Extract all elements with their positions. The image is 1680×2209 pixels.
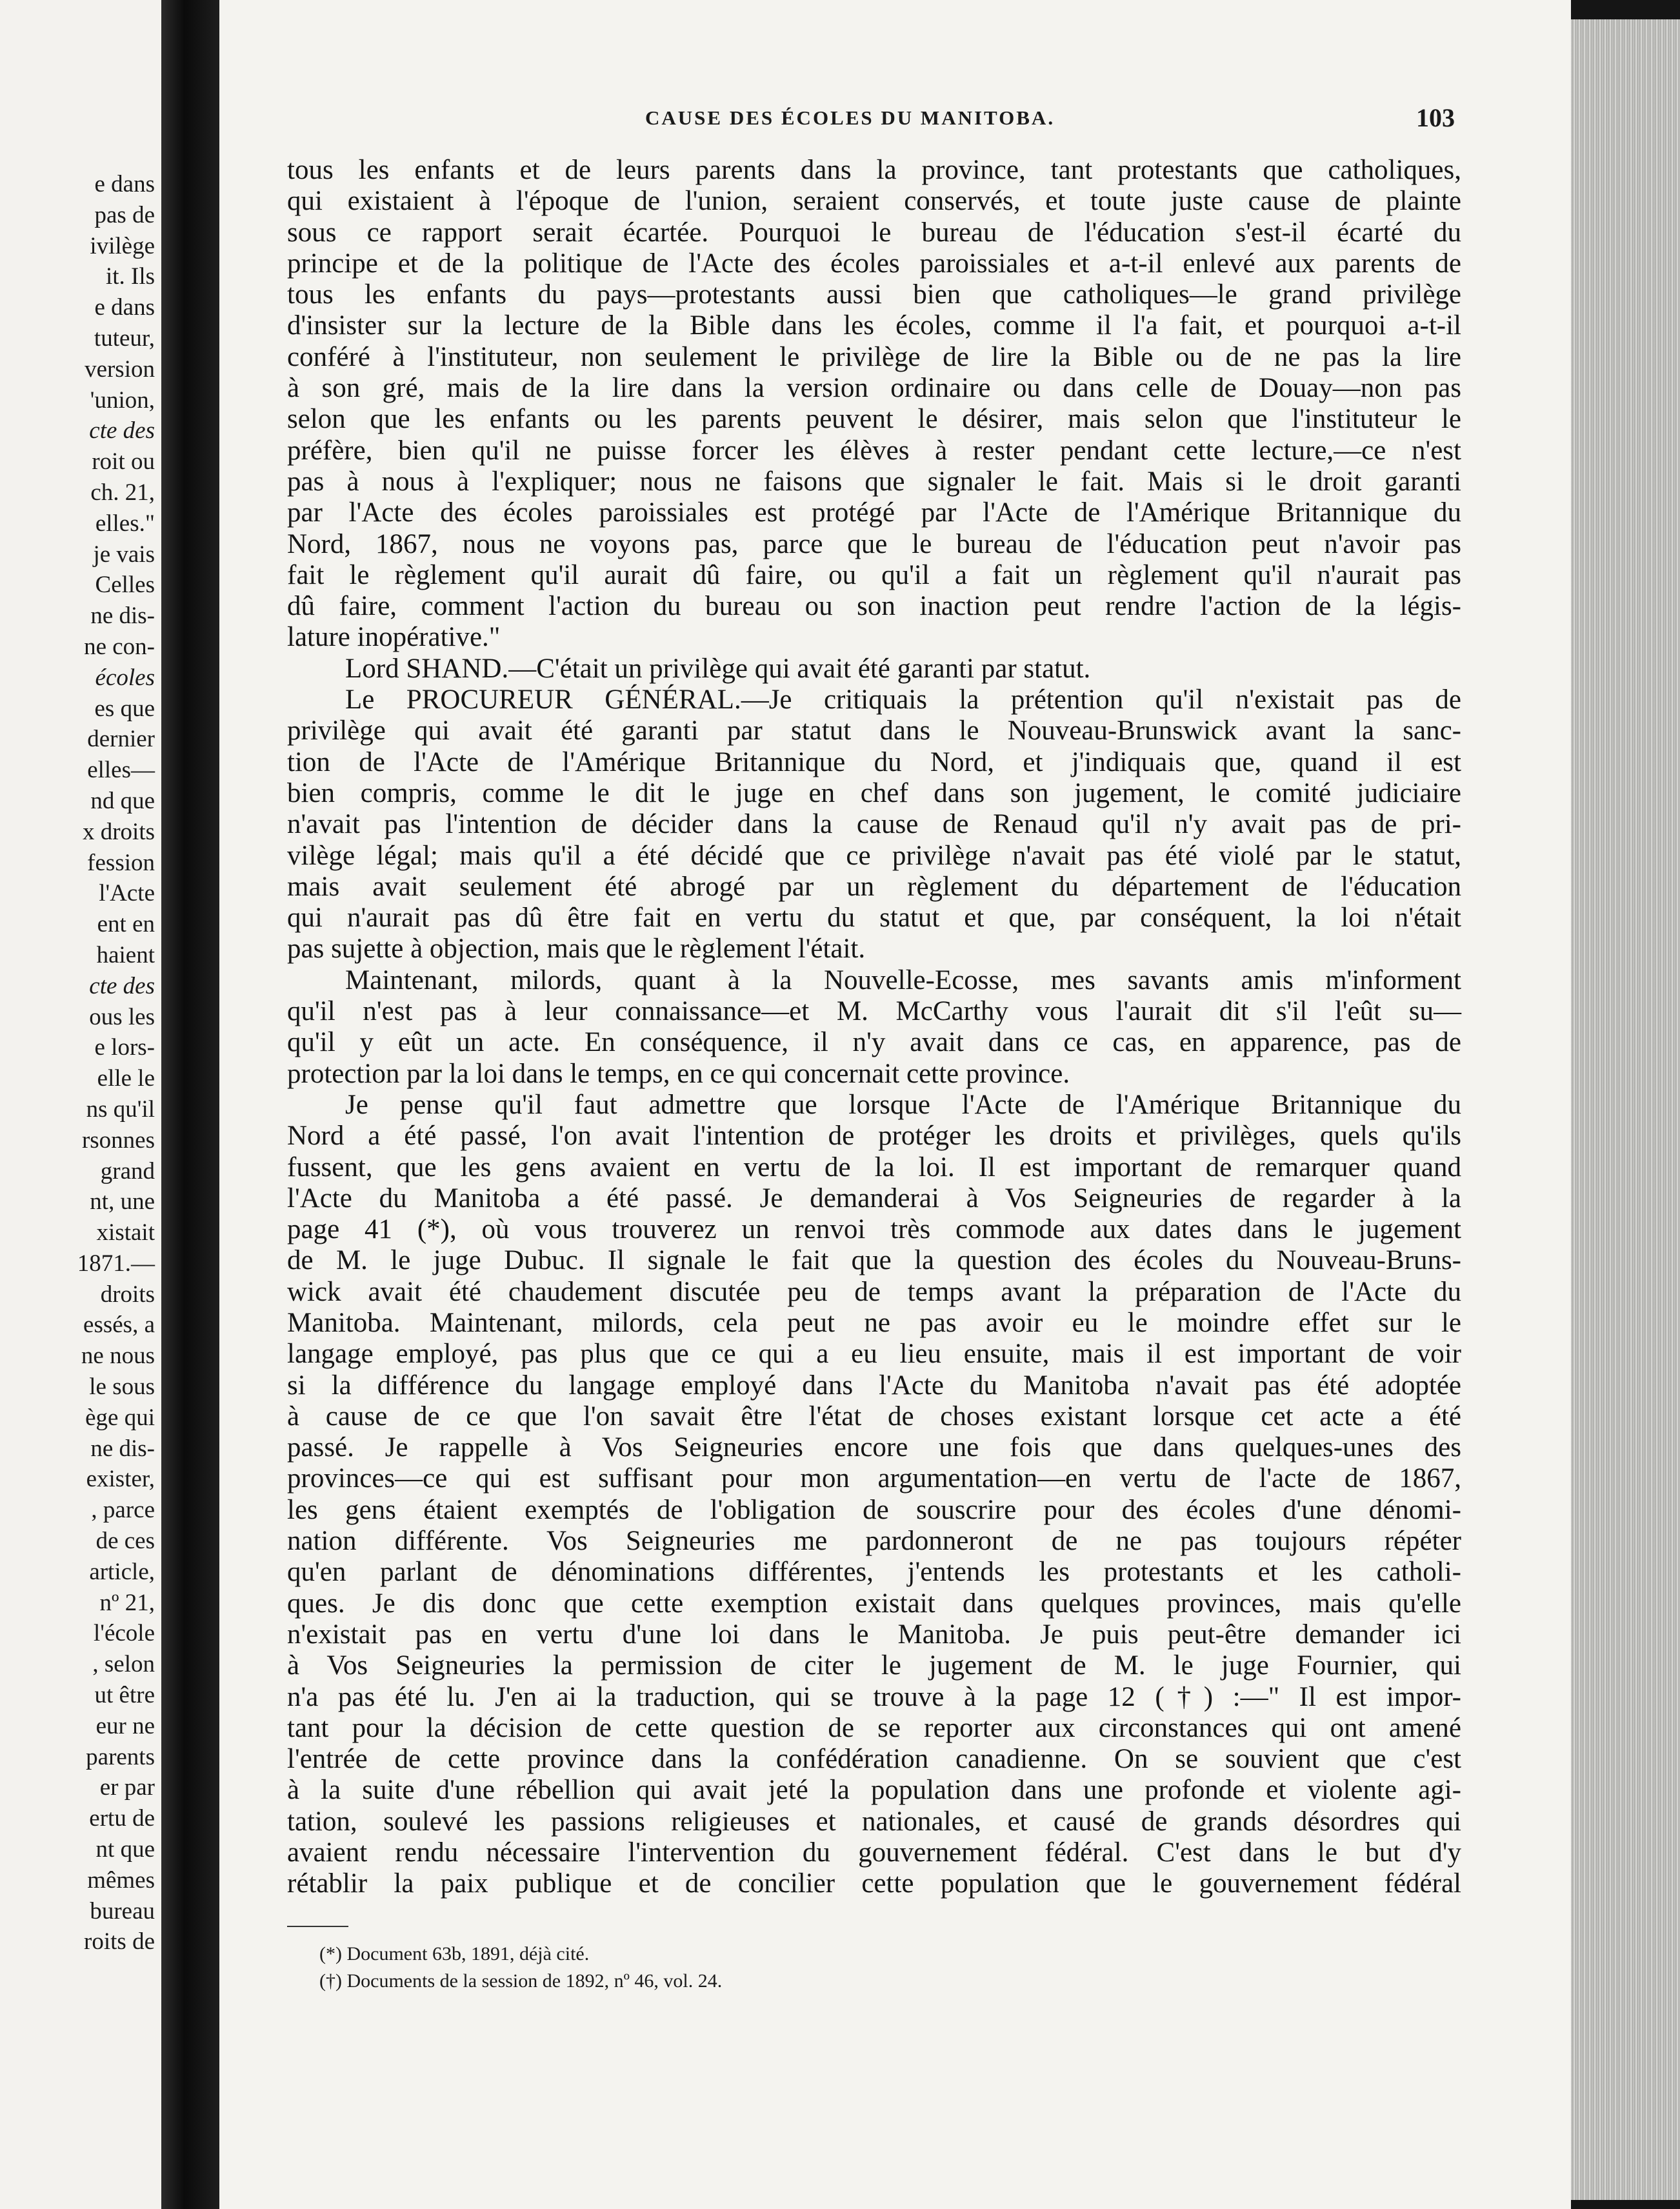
left-page-line: de ces — [95, 1528, 155, 1555]
left-page-line: ège qui — [85, 1404, 155, 1431]
text-line: si la différence du langage employé dans l'Acte du Manitoba n'avait pas été adoptée — [287, 1370, 1461, 1401]
left-page-line: ne dis- — [90, 603, 155, 630]
text-line: l'Acte du Manitoba a été passé. Je demanderai à Vos Seigneuries de regarder à la — [287, 1183, 1461, 1214]
left-page-line: haient — [96, 941, 155, 968]
text-line: Manitoba. Maintenant, milords, cela peut ne pas avoir eu le moindre effet sur le — [287, 1307, 1461, 1338]
text-line: tation, soulevé les passions religieuses et nationales, et causé de grands désordres qui — [287, 1806, 1461, 1837]
book-gutter — [161, 0, 219, 2209]
left-page-line: x droits — [82, 818, 155, 845]
text-line: n'existait pas en vertu d'une loi dans le Manitoba. Je puis peut-être demander ici — [287, 1619, 1461, 1650]
text-line: selon que les enfants ou les parents peuvent le désirer, mais selon que l'instituteur le — [287, 404, 1461, 435]
text-line: ques. Je dis donc que cette exemption existait dans quelques provinces, mais qu'elle — [287, 1588, 1461, 1619]
text-line: les gens étaient exemptés de l'obligation de souscrire pour des écoles d'une dénomi- — [287, 1494, 1461, 1525]
text-line: fussent, que les gens avaient en vertu de la loi. Il est important de remarquer quand — [287, 1152, 1461, 1183]
text-line: à la suite d'une rébellion qui avait jeté la population dans une profonde et violente agi- — [287, 1775, 1461, 1806]
left-page-line: grand — [100, 1157, 155, 1184]
left-page-line: , selon — [92, 1651, 155, 1678]
text-line: tion de l'Acte de l'Amérique Britannique du Nord, et j'indiquais que, quand il est — [287, 746, 1461, 777]
left-page-fragment — [0, 0, 161, 2209]
left-page-line: droits — [100, 1281, 155, 1308]
text-line: principe et de la politique de l'Acte des écoles paroissiales et a-t-il enlevé aux parents de — [287, 248, 1461, 279]
body-text — [287, 155, 1461, 1900]
text-line: fait le règlement qu'il aurait dû faire, ou qu'il a fait un règlement qu'il n'aurait pas — [287, 559, 1461, 590]
text-line: provinces—ce qui est suffisant pour mon argumentation—en vertu de l'acte de 1867, — [287, 1463, 1461, 1494]
left-page-line: nt, une — [90, 1188, 155, 1215]
footnote: (*) Document 63b, 1891, déjà cité. — [319, 1943, 590, 1964]
text-line: conféré à l'instituteur, non seulement le privilège de lire la Bible ou de ne pas la lire — [287, 341, 1461, 372]
text-line: langage employé, pas plus que ce qui a eu lieu ensuite, mais il est important de voir — [287, 1339, 1461, 1370]
page-edges — [1571, 19, 1680, 2200]
text-line: qu'en parlant de dénominations différentes, j'entends les protestants et les catholi- — [287, 1557, 1461, 1588]
left-page-line: le sous — [89, 1374, 155, 1401]
text-line: à son gré, mais de la lire dans la version ordinaire ou dans celle de Douay—non pas — [287, 373, 1461, 404]
text-line: à Vos Seigneuries la permission de citer le jugement de M. le juge Fournier, qui — [287, 1650, 1461, 1681]
text-line: qu'il y eût un acte. En conséquence, il n'y avait dans ce cas, en apparence, pas de — [287, 1027, 1461, 1058]
left-page-line: nd que — [90, 787, 155, 814]
text-line: de M. le juge Dubuc. Il signale le fait que la question des écoles du Nouveau-Bruns- — [287, 1245, 1461, 1276]
text-line: dû faire, comment l'action du bureau ou son inaction peut rendre l'action de la légis- — [287, 591, 1461, 622]
text-line: wick avait été chaudement discutée peu de temps avant la préparation de l'Acte du — [287, 1276, 1461, 1307]
text-line: Nord, 1867, nous ne voyons pas, parce que le bureau de l'éducation peut n'avoir pas — [287, 528, 1461, 559]
text-line: pas sujette à objection, mais que le règlement l'était. — [287, 934, 866, 965]
left-page-line: ne con- — [84, 633, 155, 660]
left-page-line: ous les — [89, 1003, 155, 1030]
left-page-line: ne nous — [81, 1343, 155, 1370]
left-page-line: 'union, — [90, 386, 155, 414]
text-line: Lord SHAND.—C'était un privilège qui avait été garanti par statut. — [345, 653, 1091, 684]
left-page-line: elles." — [95, 510, 155, 537]
left-page-line: dernier — [87, 726, 155, 753]
text-line: par l'Acte des écoles paroissiales est protégé par l'Acte de l'Amérique Britannique du — [287, 497, 1461, 528]
text-line: tous les enfants du pays—protestants aussi bien que catholiques—le grand privilège — [287, 279, 1461, 310]
left-page-line: ns qu'il — [86, 1095, 155, 1123]
left-page-line: article, — [89, 1558, 155, 1585]
text-line: tant pour la décision de cette question de se reporter aux circonstances qui ont amené — [287, 1712, 1461, 1743]
text-line: Je pense qu'il faut admettre que lorsque l'Acte de l'Amérique Britannique du — [345, 1089, 1461, 1120]
text-line: qui n'aurait pas dû être fait en vertu du statut et que, par conséquent, la loi n'était — [287, 903, 1461, 934]
text-line: pas à nous à l'expliquer; nous ne faisons que signaler le fait. Mais si le droit garanti — [287, 466, 1461, 497]
left-page-line: eur ne — [95, 1712, 155, 1739]
left-page-line: elles— — [87, 757, 155, 784]
left-page-line: ent en — [97, 911, 155, 938]
left-page-line: essés, a — [83, 1312, 155, 1339]
left-page-line: bureau — [90, 1897, 155, 1924]
left-page-line: mêmes — [87, 1866, 155, 1894]
left-page-text — [77, 169, 155, 1957]
left-page-line: pas de — [94, 201, 155, 228]
text-line: qu'il n'est pas à leur connaissance—et M. McCarthy vous l'aurait dit s'il l'eût su— — [287, 996, 1461, 1027]
left-page-line: exister, — [86, 1466, 155, 1493]
text-line: protection par la loi dans le temps, en ce qui concernait cette province. — [287, 1058, 1070, 1089]
left-page-line: cte des — [89, 972, 155, 999]
text-line: nation différente. Vos Seigneuries me pardonneront de ne pas toujours répéter — [287, 1526, 1461, 1557]
text-line: d'insister sur la lecture de la Bible dans les écoles, comme il l'a fait, et pourquoi a-t-il — [287, 310, 1461, 341]
text-line: mais avait seulement été abrogé par un règlement du département de l'éducation — [287, 871, 1461, 902]
left-page-line: e lors- — [94, 1034, 155, 1061]
left-page-line: e dans — [94, 294, 155, 321]
main-page — [219, 0, 1571, 2209]
text-line: lature inopérative." — [287, 622, 501, 653]
page-number: 103 — [1416, 103, 1455, 132]
left-page-line: er par — [99, 1774, 155, 1801]
text-line: avaient rendu nécessaire l'intervention du gouvernement fédéral. C'est dans le but d'y — [287, 1837, 1461, 1868]
text-line: n'a pas été lu. J'en ai la traduction, qui se trouve à la page 12 (†) :—" Il est impor- — [287, 1681, 1461, 1712]
left-page-line: ut être — [94, 1682, 155, 1709]
left-page-line: elle le — [97, 1065, 155, 1092]
text-line: Maintenant, milords, quant à la Nouvelle-Ecosse, mes savants amis m'informent — [345, 965, 1461, 995]
text-line: sous ce rapport serait écartée. Pourquoi le bureau de l'éducation s'est-il écarté du — [287, 217, 1461, 248]
text-line: vilège légal; mais qu'il a été décidé que ce privilège n'avait pas été violé par le statut, — [287, 840, 1461, 871]
text-line: qui existaient à l'époque de l'union, seraient conservés, et toute juste cause de plainte — [287, 186, 1461, 217]
left-page-line: nt que — [95, 1836, 155, 1863]
text-line: passé. Je rappelle à Vos Seigneuries encore une fois que dans quelques-unes des — [287, 1432, 1461, 1463]
left-page-line: es que — [94, 695, 155, 722]
text-line: n'avait pas l'intention de décider dans la cause de Renaud qu'il n'y avait pas de pri- — [287, 809, 1461, 840]
left-page-line: parents — [86, 1743, 155, 1770]
left-page-line: nº 21, — [99, 1589, 155, 1616]
text-line: l'entrée de cette province dans la confédération canadienne. On se souvient que c'est — [287, 1744, 1461, 1775]
left-page-line: version — [85, 355, 155, 383]
left-page-line: it. Ils — [105, 263, 155, 290]
footnote-rule — [287, 1926, 348, 1927]
footnote: (†) Documents de la session de 1892, nº 46, vol. 24. — [319, 1970, 723, 1992]
left-page-line: rsonnes — [81, 1126, 155, 1154]
left-page-line: roits de — [84, 1928, 155, 1955]
left-page-line: cte des — [89, 417, 155, 445]
left-page-line: ne dis- — [90, 1435, 155, 1462]
running-title: CAUSE DES ÉCOLES DU MANITOBA. — [645, 106, 1055, 129]
left-page-line: fession — [87, 849, 155, 876]
left-page-line: tuteur, — [94, 325, 155, 352]
left-page-line: ch. 21, — [90, 479, 155, 506]
text-line: privilège qui avait été garanti par statut dans le Nouveau-Brunswick avant la sanc- — [287, 715, 1461, 746]
left-page-line: , parce — [91, 1497, 155, 1524]
left-page-line: Celles — [95, 572, 155, 599]
left-page-line: xistait — [96, 1219, 155, 1246]
text-line: à cause de ce que l'on savait être l'état de choses existant lorsque cet acte a été — [287, 1401, 1461, 1432]
footnotes — [319, 1941, 722, 1995]
left-page-line: e dans — [94, 171, 155, 197]
text-line: bien compris, comme le dit le juge en chef dans son jugement, le comité judiciaire — [287, 777, 1461, 808]
text-line: préfère, bien qu'il ne puisse forcer les élèves à rester pendant cette lecture,—ce n'est — [287, 435, 1461, 466]
text-line: page 41 (*), où vous trouverez un renvoi très commode aux dates dans le jugement — [287, 1214, 1461, 1245]
left-page-line: je vais — [93, 541, 155, 568]
left-page-line: l'Acte — [99, 880, 155, 907]
left-page-line: roit ou — [92, 448, 155, 475]
page-header — [219, 103, 1571, 145]
text-line: Nord a été passé, l'on avait l'intention de protéger les droits et privilèges, quels qu'ils — [287, 1121, 1461, 1152]
left-page-line: ertu de — [89, 1805, 155, 1832]
left-page-line: écoles — [95, 664, 155, 691]
left-page-line: ivilège — [90, 232, 155, 259]
text-line: tous les enfants et de leurs parents dans la province, tant protestants que catholiques, — [287, 155, 1461, 185]
left-page-line: l'école — [94, 1620, 155, 1647]
left-page-line: 1871.— — [77, 1250, 155, 1277]
text-line: Le PROCUREUR GÉNÉRAL.—Je critiquais la prétention qu'il n'existait pas de — [345, 685, 1461, 715]
text-line: rétablir la paix publique et de concilier cette population que le gouvernement fédéral — [287, 1868, 1461, 1899]
